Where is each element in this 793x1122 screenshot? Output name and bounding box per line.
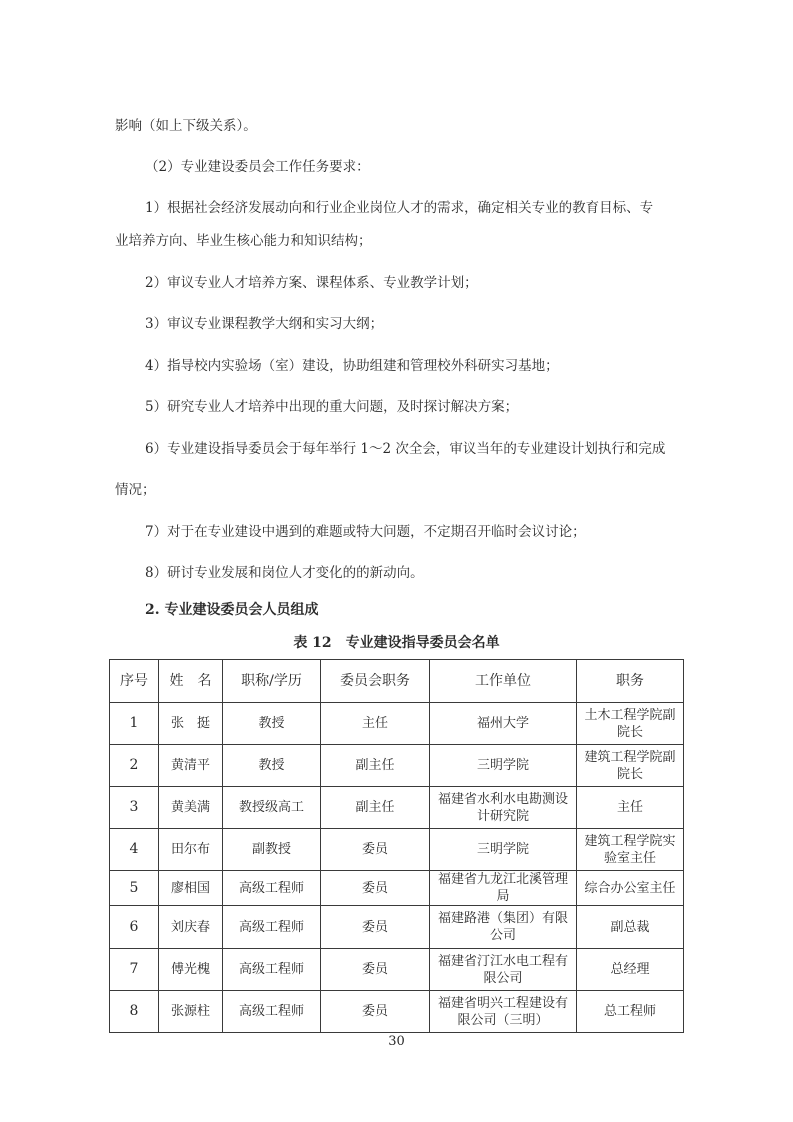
table-header-row (110, 660, 684, 703)
cell-work-unit: 三明学院 (430, 829, 577, 871)
table-row (110, 787, 684, 829)
header-work-unit: 工作单位 (430, 660, 577, 703)
header-serial: 序号 (110, 660, 159, 703)
paragraph-item-1-cont: 业培养方向、毕业生核心能力和知识结构； (115, 233, 372, 249)
cell-name: 傅光槐 (159, 949, 223, 991)
header-position: 职务 (577, 660, 684, 703)
section-heading: 2. 专业建设委员会人员组成 (145, 602, 319, 618)
cell-work-unit: 福建省九龙江北溪管理局 (430, 871, 577, 906)
cell-work-unit: 福州大学 (430, 703, 577, 745)
paragraph-task-requirements-title: （2）专业建设委员会工作任务要求： (145, 159, 370, 175)
table-row (110, 829, 684, 871)
paragraph-item-6-cont: 情况； (115, 482, 156, 498)
paragraph-item-4: 4）指导校内实验场（室）建设，协助组建和管理校外科研实习基地； (145, 358, 559, 374)
cell-name: 张 挺 (159, 703, 223, 745)
table-caption: 表 12 专业建设指导委员会名单 (293, 635, 500, 651)
cell-title: 高级工程师 (223, 871, 321, 906)
cell-serial: 2 (110, 745, 159, 787)
table-row (110, 906, 684, 949)
paragraph-item-5: 5）研究专业人才培养中出现的重大问题，及时探讨解决方案； (145, 399, 519, 415)
page-number: 30 (388, 1034, 405, 1049)
cell-name: 张源柱 (159, 991, 223, 1033)
cell-serial: 6 (110, 906, 159, 949)
header-committee-role: 委员会职务 (321, 660, 430, 703)
cell-name: 廖相国 (159, 871, 223, 906)
cell-serial: 4 (110, 829, 159, 871)
cell-position: 总工程师 (577, 991, 684, 1033)
cell-committee-role: 委员 (321, 906, 430, 949)
cell-serial: 7 (110, 949, 159, 991)
cell-work-unit: 三明学院 (430, 745, 577, 787)
cell-committee-role: 委员 (321, 829, 430, 871)
cell-committee-role: 委员 (321, 871, 430, 906)
paragraph-item-8: 8）研讨专业发展和岗位人才变化的的新动向。 (145, 565, 424, 581)
header-name: 姓 名 (159, 660, 223, 703)
table-row (110, 871, 684, 906)
cell-position: 综合办公室主任 (577, 871, 684, 906)
cell-title: 高级工程师 (223, 949, 321, 991)
cell-title: 高级工程师 (223, 906, 321, 949)
cell-position: 主任 (577, 787, 684, 829)
paragraph-item-2: 2）审议专业人才培养方案、课程体系、专业教学计划； (145, 275, 478, 291)
cell-position: 副总裁 (577, 906, 684, 949)
paragraph-item-1: 1）根据社会经济发展动向和行业企业岗位人才的需求，确定相关专业的教育目标、专 (145, 200, 654, 216)
cell-name: 刘庆春 (159, 906, 223, 949)
paragraph-item-3: 3）审议专业课程教学大纲和实习大纲； (145, 316, 384, 332)
cell-name: 黄美满 (159, 787, 223, 829)
cell-serial: 3 (110, 787, 159, 829)
cell-work-unit: 福建省明兴工程建设有限公司（三明） (430, 991, 577, 1033)
cell-title: 高级工程师 (223, 991, 321, 1033)
table-row (110, 991, 684, 1033)
cell-work-unit: 福建省水利水电勘测设计研究院 (430, 787, 577, 829)
table-row (110, 949, 684, 991)
cell-work-unit: 福建路港（集团）有限公司 (430, 906, 577, 949)
paragraph-item-6: 6）专业建设指导委员会于每年举行 1～2 次全会，审议当年的专业建设计划执行和完成 (145, 441, 666, 457)
table-row (110, 745, 684, 787)
cell-serial: 1 (110, 703, 159, 745)
paragraph-item-7: 7）对于在专业建设中遇到的难题或特大问题，不定期召开临时会议讨论； (145, 524, 586, 540)
cell-name: 田尔布 (159, 829, 223, 871)
cell-title: 教授级高工 (223, 787, 321, 829)
cell-title: 副教授 (223, 829, 321, 871)
cell-committee-role: 委员 (321, 991, 430, 1033)
cell-committee-role: 委员 (321, 949, 430, 991)
paragraph-continuation: 影响（如上下级关系）。 (115, 118, 257, 134)
cell-title: 教授 (223, 703, 321, 745)
cell-committee-role: 副主任 (321, 787, 430, 829)
cell-serial: 8 (110, 991, 159, 1033)
cell-position: 建筑工程学院实验室主任 (577, 829, 684, 871)
cell-committee-role: 主任 (321, 703, 430, 745)
cell-work-unit: 福建省汀江水电工程有限公司 (430, 949, 577, 991)
cell-position: 总经理 (577, 949, 684, 991)
cell-name: 黄清平 (159, 745, 223, 787)
cell-position: 建筑工程学院副院长 (577, 745, 684, 787)
table-row (110, 703, 684, 745)
header-title: 职称/学历 (223, 660, 321, 703)
cell-serial: 5 (110, 871, 159, 906)
cell-committee-role: 副主任 (321, 745, 430, 787)
committee-roster-table (109, 659, 684, 1033)
cell-title: 教授 (223, 745, 321, 787)
cell-position: 土木工程学院副院长 (577, 703, 684, 745)
